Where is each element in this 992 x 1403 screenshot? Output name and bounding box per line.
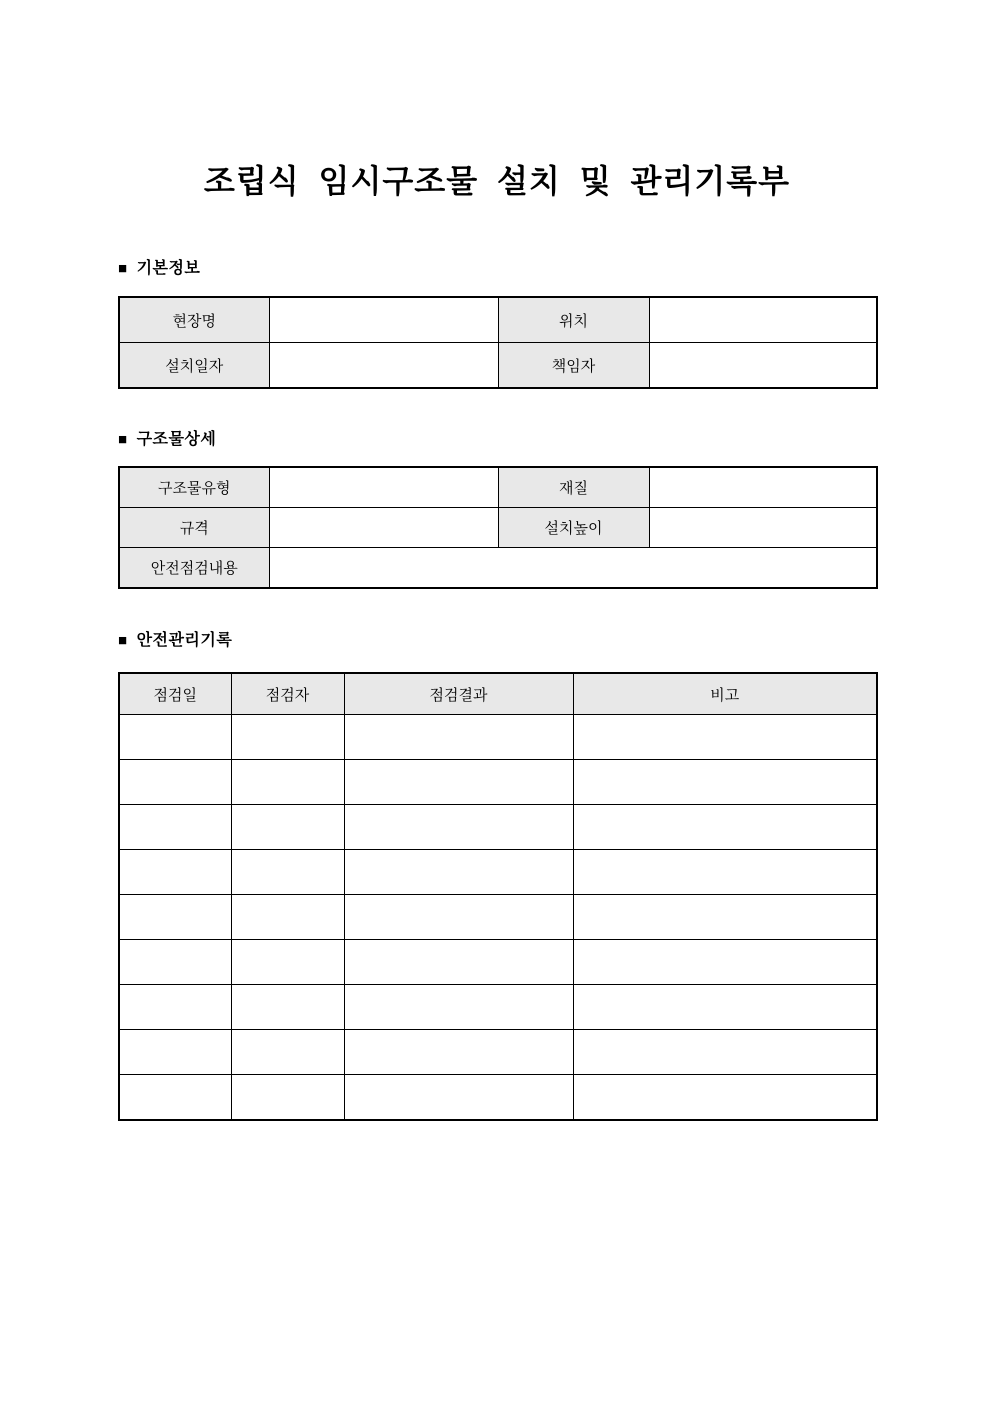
section-heading-basic-info bbox=[118, 258, 876, 279]
safety-log-empty-cell bbox=[231, 715, 344, 760]
safety-log-empty-cell bbox=[344, 850, 573, 895]
section-heading-label: 안전관리기록 bbox=[136, 632, 233, 649]
safety-log-empty-cell bbox=[573, 715, 877, 760]
safety-log-empty-cell bbox=[344, 1030, 573, 1075]
safety-log-empty-cell bbox=[573, 985, 877, 1030]
safety-log-empty-cell bbox=[573, 1030, 877, 1075]
column-header-check-date: 점검일 bbox=[119, 673, 231, 715]
field-label-material: 재질 bbox=[498, 467, 649, 508]
field-label-safety-check: 안전점검내용 bbox=[119, 548, 269, 589]
safety-log-empty-cell bbox=[119, 1030, 231, 1075]
field-value-install-height bbox=[649, 508, 877, 548]
column-header-check-result: 점검결과 bbox=[344, 673, 573, 715]
field-value-install-date bbox=[269, 343, 498, 389]
safety-log-empty-cell bbox=[119, 985, 231, 1030]
safety-log-empty-row bbox=[119, 805, 877, 850]
table-row bbox=[119, 508, 877, 548]
safety-log-empty-cell bbox=[344, 895, 573, 940]
table-header-row bbox=[119, 673, 877, 715]
section-heading-safety-log bbox=[118, 630, 876, 651]
safety-log-empty-cell bbox=[344, 1075, 573, 1121]
field-label-specification: 규격 bbox=[119, 508, 269, 548]
safety-log-empty-cell bbox=[231, 940, 344, 985]
section-heading-structure-details bbox=[118, 429, 876, 450]
safety-log-empty-cell bbox=[119, 715, 231, 760]
safety-log-empty-cell bbox=[344, 805, 573, 850]
safety-log-empty-cell bbox=[119, 760, 231, 805]
field-label-install-height: 설치높이 bbox=[498, 508, 649, 548]
safety-log-empty-cell bbox=[344, 760, 573, 805]
safety-log-empty-row bbox=[119, 715, 877, 760]
field-label-structure-type: 구조물유형 bbox=[119, 467, 269, 508]
safety-log-empty-row bbox=[119, 1030, 877, 1075]
safety-log-empty-cell bbox=[573, 760, 877, 805]
field-label-manager: 책임자 bbox=[498, 343, 649, 389]
column-header-remarks: 비고 bbox=[573, 673, 877, 715]
field-value-site-name bbox=[269, 297, 498, 343]
table-row bbox=[119, 343, 877, 389]
column-header-inspector: 점검자 bbox=[231, 673, 344, 715]
table-row bbox=[119, 297, 877, 343]
safety-log-empty-cell bbox=[573, 940, 877, 985]
safety-log-empty-cell bbox=[231, 760, 344, 805]
safety-log-empty-cell bbox=[231, 1075, 344, 1121]
safety-log-empty-row bbox=[119, 1075, 877, 1121]
safety-log-empty-cell bbox=[573, 1075, 877, 1121]
safety-log-empty-row bbox=[119, 850, 877, 895]
field-value-specification bbox=[269, 508, 498, 548]
field-value-location bbox=[649, 297, 877, 343]
safety-log-body bbox=[119, 715, 877, 1121]
section-heading-label: 기본정보 bbox=[136, 260, 201, 277]
safety-log-empty-cell bbox=[344, 715, 573, 760]
section-heading-label: 구조물상세 bbox=[136, 431, 217, 448]
safety-log-empty-cell bbox=[573, 895, 877, 940]
safety-log-empty-cell bbox=[344, 985, 573, 1030]
field-label-location: 위치 bbox=[498, 297, 649, 343]
safety-log-empty-cell bbox=[573, 850, 877, 895]
field-label-install-date: 설치일자 bbox=[119, 343, 269, 389]
square-bullet-icon: ■ bbox=[118, 431, 128, 448]
safety-log-empty-cell bbox=[231, 1030, 344, 1075]
structure-details-table bbox=[118, 466, 878, 589]
square-bullet-icon: ■ bbox=[118, 632, 128, 649]
safety-log-empty-row bbox=[119, 940, 877, 985]
square-bullet-icon: ■ bbox=[118, 260, 128, 277]
safety-log-empty-row bbox=[119, 895, 877, 940]
field-value-material bbox=[649, 467, 877, 508]
safety-log-empty-cell bbox=[231, 805, 344, 850]
safety-log-empty-cell bbox=[119, 850, 231, 895]
basic-info-table bbox=[118, 296, 878, 389]
safety-log-empty-row bbox=[119, 760, 877, 805]
field-value-structure-type bbox=[269, 467, 498, 508]
safety-log-empty-cell bbox=[231, 895, 344, 940]
safety-log-empty-cell bbox=[344, 940, 573, 985]
table-row bbox=[119, 467, 877, 508]
safety-log-empty-cell bbox=[119, 940, 231, 985]
field-label-site-name: 현장명 bbox=[119, 297, 269, 343]
field-value-manager bbox=[649, 343, 877, 389]
safety-log-empty-row bbox=[119, 985, 877, 1030]
table-row bbox=[119, 548, 877, 589]
safety-log-empty-cell bbox=[231, 850, 344, 895]
field-value-safety-check bbox=[269, 548, 877, 589]
safety-log-empty-cell bbox=[231, 985, 344, 1030]
safety-log-empty-cell bbox=[119, 1075, 231, 1121]
page-title: 조립식 임시구조물 설치 및 관리기록부 bbox=[203, 163, 791, 199]
safety-log-table bbox=[118, 672, 878, 1121]
safety-log-empty-cell bbox=[573, 805, 877, 850]
safety-log-empty-cell bbox=[119, 895, 231, 940]
safety-log-empty-cell bbox=[119, 805, 231, 850]
